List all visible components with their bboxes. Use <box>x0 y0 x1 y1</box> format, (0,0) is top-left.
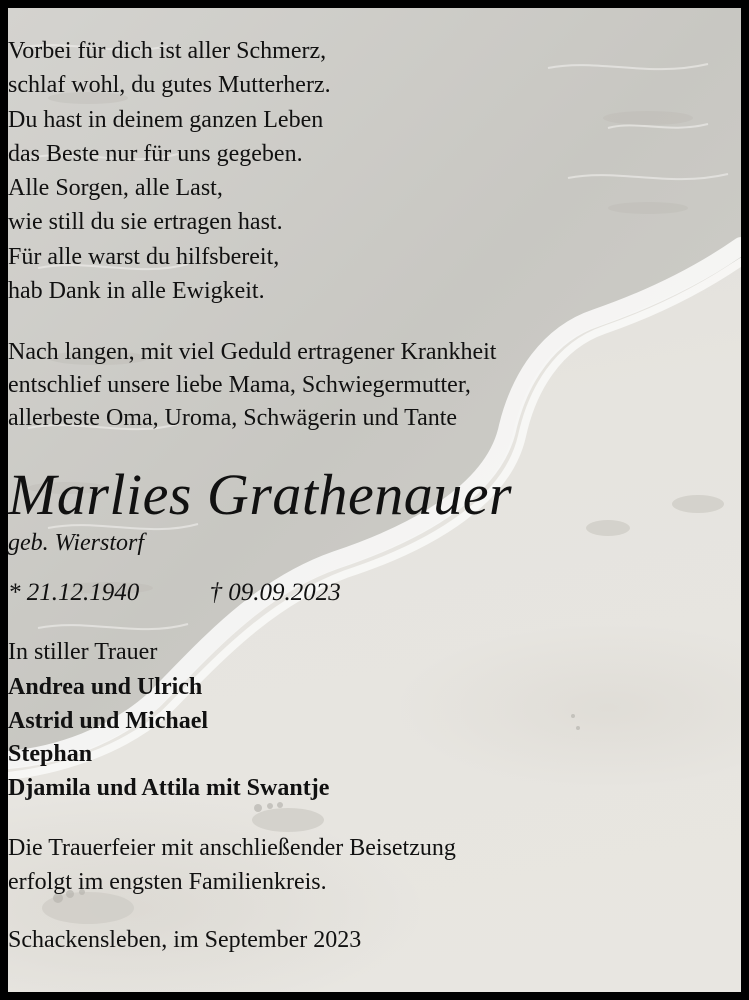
life-dates <box>8 576 741 610</box>
poem-line: Für alle warst du hilfsbereit, <box>8 243 280 270</box>
mourner-entry: Astrid und Michael <box>8 707 209 734</box>
poem-line: das Beste nur für uns gegeben. <box>8 140 303 167</box>
maiden-name: geb. Wierstorf <box>8 530 144 556</box>
mourner-entry: Andrea und Ulrich <box>8 674 203 700</box>
poem <box>8 34 741 308</box>
mourner-entry: Djamila und Attila mit Swantje <box>8 774 330 801</box>
poem-line: schlaf wohl, du gutes Mutterherz. <box>8 72 331 99</box>
poem-line: wie still du sie ertragen hast. <box>8 209 283 236</box>
funeral-line: Die Trauerfeier mit anschließender Beisetzung <box>8 835 456 861</box>
mourner-entry: Stephan <box>8 741 93 768</box>
funeral-notice <box>8 832 741 899</box>
announcement-text <box>8 336 741 435</box>
poem-line: Alle Sorgen, alle Last, <box>8 175 223 202</box>
poem-line: hab Dank in alle Ewigkeit. <box>8 278 265 305</box>
announcement-line: Nach langen, mit viel Geduld ertragener Krankheit <box>8 339 497 365</box>
poem-line: Du hast in deinem ganzen Leben <box>8 106 324 133</box>
obituary-card <box>8 8 741 992</box>
birth-date: * 21.12.1940 <box>8 579 140 606</box>
place-and-date: Schackensleben, im September 2023 <box>8 927 362 953</box>
deceased-name: Marlies Grathenauer <box>8 462 513 527</box>
announcement-line: entschlief unsere liebe Mama, Schwiegermutter, <box>8 372 471 398</box>
poem-line: Vorbei für dich ist aller Schmerz, <box>8 38 327 64</box>
mourners-list <box>8 671 741 805</box>
death-date: † 09.09.2023 <box>209 579 341 606</box>
funeral-line: erfolgt im engsten Familienkreis. <box>8 868 327 895</box>
mourning-intro: In stiller Trauer <box>8 639 158 665</box>
announcement-line: allerbeste Oma, Uroma, Schwägerin und Tante <box>8 405 458 431</box>
